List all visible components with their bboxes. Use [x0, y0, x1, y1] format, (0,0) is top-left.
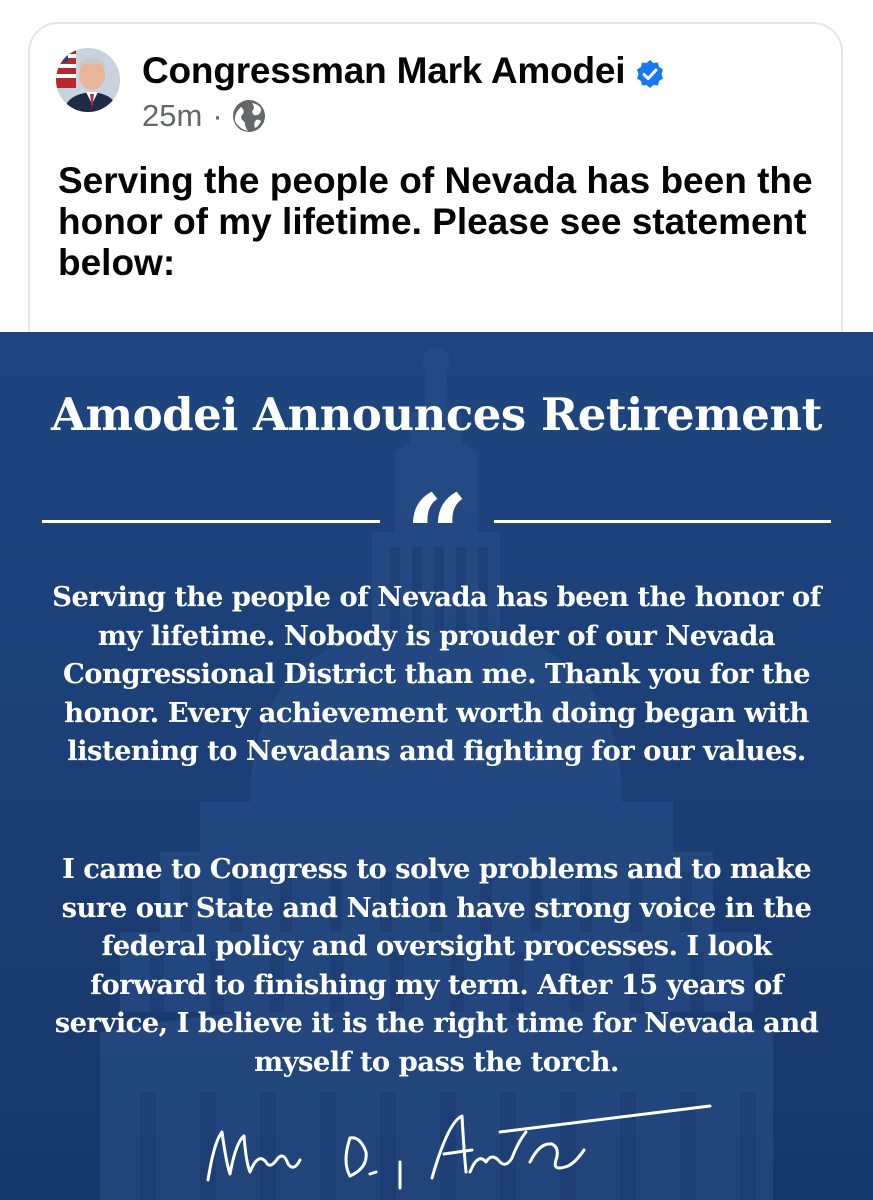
post-text: Serving the people of Nevada has been the honor of my lifetime. Please see statement below: [58, 160, 813, 283]
meta-separator: · [212, 98, 223, 133]
author-name[interactable] [142, 50, 665, 92]
quote-mark-icon: “ [405, 470, 469, 599]
divider-right [494, 520, 831, 523]
post-card [28, 22, 843, 352]
statement-headline: Amodei Announces Retirement [51, 388, 822, 441]
statement-paragraph-1: Serving the people of Nevada has been the honor of my lifetime. Nobody is prouder of our Nevada Congressional District than me. Thank you for the honor. Every achievement worth doing began with listening to Nevadans and fighting for our values. [52, 581, 821, 767]
avatar[interactable] [56, 48, 120, 112]
avatar-image [56, 48, 120, 112]
post-meta [142, 98, 267, 134]
author-name-text[interactable]: Congressman Mark Amodei [142, 50, 626, 91]
statement-graphic[interactable] [0, 332, 873, 1200]
divider-left [42, 520, 380, 523]
signature [200, 1102, 720, 1192]
statement-paragraph-2: I came to Congress to solve problems and to make sure our State and Nation have strong voice in the federal policy and oversight processes. I look forward to finishing my term. After 15 years of service, I believe it is the right time for Nevada and myself to pass the torch. [54, 853, 819, 1078]
post-timestamp[interactable]: 25m [142, 98, 203, 133]
globe-icon[interactable] [231, 98, 267, 134]
verified-badge-icon [635, 59, 665, 89]
